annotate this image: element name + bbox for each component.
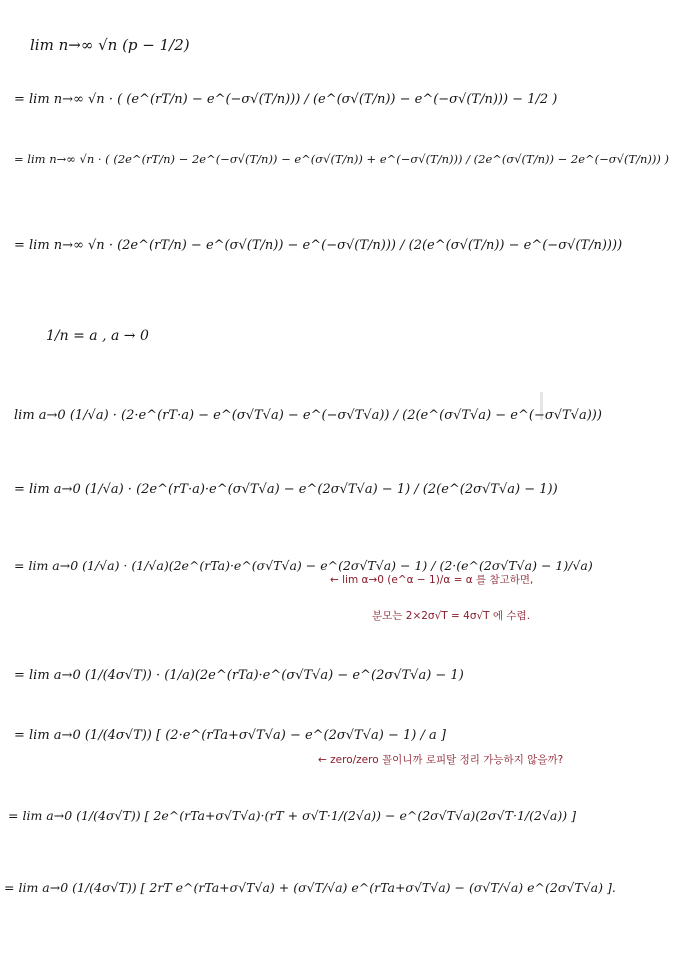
math-line-6: lim a→0 (1/√a) · (2·e^(rT·a) − e^(σ√T√a) − e^(−σ√T√a)) / (2(e^(σ√T√a) − e^(−σ√T√a))) [14, 408, 602, 423]
math-line-2: = lim n→∞ √n · ( (e^(rT/n) − e^(−σ√(T/n))) / (e^(σ√(T/n)) − e^(−σ√(T/n))) − 1/2 ) [14, 92, 558, 107]
math-line-11: = lim a→0 (1/(4σ√T)) [ 2e^(rTa+σ√T√a)·(rT + σ√T·1/(2√a)) − e^(2σ√T√a)(2σ√T·1/(2√a)) ] [8, 808, 576, 823]
math-line-8: = lim a→0 (1/√a) · (1/√a)(2e^(rTa)·e^(σ√T√a) − e^(2σ√T√a) − 1) / (2·(e^(2σ√T√a) − 1)/√a) [14, 558, 593, 573]
math-line-1: lim n→∞ √n (p − 1/2) [30, 36, 190, 54]
math-line-4: = lim n→∞ √n · (2e^(rT/n) − e^(σ√(T/n)) − e^(−σ√(T/n))) / (2(e^(σ√(T/n)) − e^(−σ√(T/n)))) [14, 238, 623, 253]
math-line-12: = lim a→0 (1/(4σ√T)) [ 2rT e^(rTa+σ√T√a) + (σ√T/√a) e^(rTa+σ√T√a) − (σ√T/√a) e^(2σ√T√a) ]. [4, 880, 616, 895]
substitution-line: 1/n = a , a → 0 [46, 328, 149, 344]
math-line-9: = lim a→0 (1/(4σ√T)) · (1/a)(2e^(rTa)·e^(σ√T√a) − e^(2σ√T√a) − 1) [14, 668, 464, 683]
annotation-lhopital: ← zero/zero 꼴이니까 로피탈 정리 가능하지 않을까? [318, 754, 564, 766]
annotation-denominator: 분모는 2×2σ√T = 4σ√T 에 수렴. [372, 610, 531, 622]
annotation-limit-hint: ← lim α→0 (e^α − 1)/α = α 를 참고하면, [330, 574, 534, 586]
math-line-7: = lim a→0 (1/√a) · (2e^(rT·a)·e^(σ√T√a) − e^(2σ√T√a) − 1) / (2(e^(2σ√T√a) − 1)) [14, 482, 558, 497]
math-line-10: = lim a→0 (1/(4σ√T)) [ (2·e^(rTa+σ√T√a) − e^(2σ√T√a) − 1) / a ] [14, 728, 446, 743]
math-line-3: = lim n→∞ √n · ( (2e^(rT/n) − 2e^(−σ√(T/n)) − e^(σ√(T/n)) + e^(−σ√(T/n))) / (2e^(σ√(T/n)) − 2e^(−σ√(T/n))) ) [14, 152, 670, 166]
